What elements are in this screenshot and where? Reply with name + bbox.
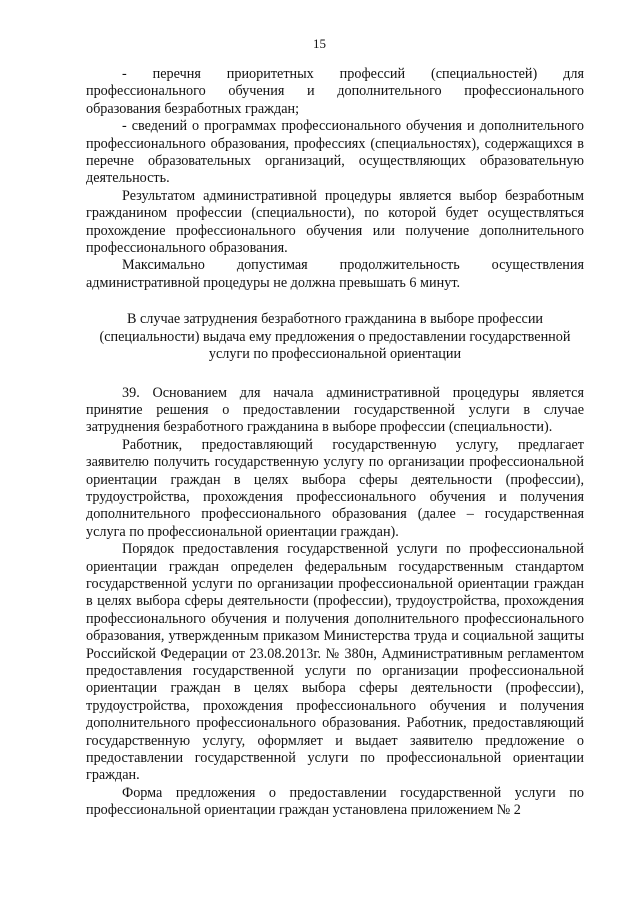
paragraph-offer-form: Форма предложения о предоставлении государственной услуги по профессиональной ориентации граждан установлена приложением № 2 <box>86 784 584 819</box>
list-item-priority-professions: - перечня приоритетных профессий (специальностей) для профессионального обучения и дополнительного профессионального образования безработных граждан; <box>86 66 584 117</box>
list-item-program-info: - сведений о программах профессионального обучения и дополнительного профессионального образования, профессиях (специальностях), содержащихся в перечне образовательных организаций, осуществляющих образовательную деятельность. <box>86 118 584 187</box>
paragraph-employee-offer: Работник, предоставляющий государственную услугу, предлагает заявителю получить государственную услугу по организации профессиональной ориентации граждан в целях выбора сферы деятельности (профессии), трудоустройства, прохождения профессионального обучения и получения дополнительного профессионального образования (далее – государственная услуга по профессиональной ориентации граждан). <box>86 436 584 540</box>
section-heading-line-3: услуги по профессиональной ориентации <box>208 346 462 363</box>
section-heading <box>86 311 584 363</box>
document-body <box>86 66 584 820</box>
paragraph-max-duration: Максимально допустимая продолжительность осуществления административной процедуры не должна превышать 6 минут. <box>86 257 584 291</box>
section-heading-line-1: В случае затруднения безработного гражданина в выборе профессии <box>126 311 544 328</box>
page-number: 15 <box>313 36 326 51</box>
section-heading-line-2: (специальности) выдача ему предложения о предоставлении государственной <box>99 328 571 345</box>
paragraph-procedure-order: Порядок предоставления государственной услуги по профессиональной ориентации граждан определен федеральным государственным стандартом государственной услуги по организации профессиональной ориентации граждан в целях выбора сферы деятельности (профессии), трудоустройства, прохождения профессионального обучения и получения дополнительного профессионального образования, утвержденным приказом Министерства труда и социальной защиты Российской Федерации от 23.08.2013г. № 380н, Административным регламентом предоставления государственной услуги по организации профессиональной ориентации граждан в целях выбора сферы деятельности (профессии), трудоустройства, прохождения профессионального обучения и получения дополнительного профессионального образования. Работник, предоставляющий государственную услугу, оформляет и выдает заявителю предложение о предоставлении государственной услуги по профессиональной ориентации граждан. <box>86 541 584 784</box>
paragraph-39-basis: 39. Основанием для начала административной процедуры является принятие решения о предоставлении государственной услуги в случае затруднения безработного гражданина в выборе профессии (специальности). <box>86 384 584 436</box>
paragraph-result: Результатом административной процедуры является выбор безработным гражданином профессии (специальности), по которой будет осуществляться прохождение профессионального обучения или получение дополнительного профессионального образования. <box>86 187 584 257</box>
